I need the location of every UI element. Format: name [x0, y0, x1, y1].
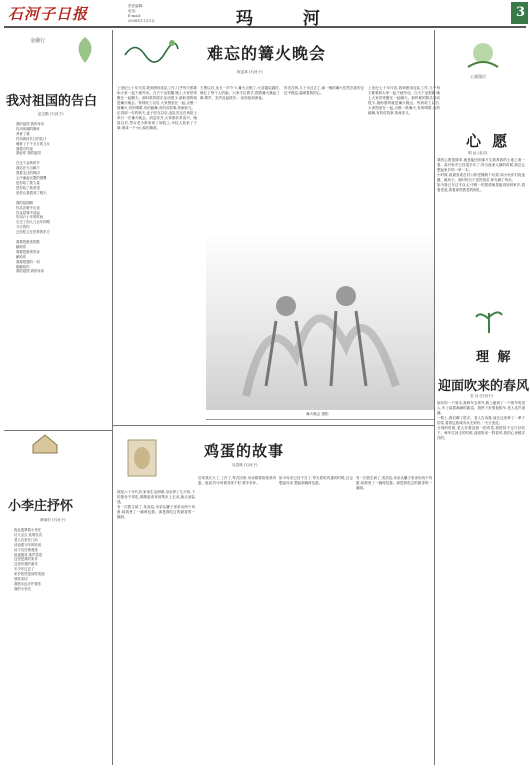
paragraph: 有一次我生病了,发高烧,母亲从罐子里拿出两个鸡蛋,给我煮了一碗荷包蛋。那是我吃过的最香的一碗面。: [117, 505, 195, 519]
verse-line: 追逐嬉戏 欢声笑语: [14, 552, 43, 557]
verse-line: 夜色笼罩着小李庄: [14, 528, 42, 532]
verse-line: 你用宽阔的胸怀: [16, 126, 40, 131]
info-line: 责任编辑:: [128, 4, 144, 8]
column-divider: [112, 30, 113, 765]
paragraph: 分别的时候,老人非要送我一把青菜,我推辞不过只好收下。骑车往回走的时候,迎面吹来一阵春风,我的心里暖洋洋的。: [437, 426, 525, 440]
right-tag-deco: [458, 37, 508, 77]
understand-title: 理 解: [476, 350, 513, 365]
page-number: 3: [516, 5, 526, 20]
verse-line: 多少年过去了: [14, 567, 35, 572]
photo-caption: 篝火晚会 摄影: [306, 412, 329, 416]
leaf-icon: [70, 35, 100, 65]
verse-line: 养育了我: [16, 131, 30, 136]
info-line: E-mail:: [128, 14, 141, 19]
verse-line: 我的祖国 我的母亲: [16, 122, 45, 126]
verse-line: 我的祖国 我的母亲: [16, 269, 45, 274]
paragraph: 天黑以后,连长一声令下,篝火点燃了,火苗越烧越旺,映红了每个人的脸。大家手拉着手,围着篝火跳起了舞,歌声、笑声此起彼伏,一直持续到深夜。: [200, 86, 280, 100]
spring-wind-title: 迎面吹来的春风: [438, 379, 530, 394]
hotpot-col-2: [200, 86, 280, 236]
section-tag: 金融行: [30, 38, 46, 44]
masthead-info: [128, 4, 188, 24]
verse-line: 我要把最美的歌: [16, 240, 40, 245]
verse-line: 家乡依然是那样美丽: [14, 572, 45, 577]
verse-line: 这里有我的童年: [14, 562, 38, 567]
vase-icon: [124, 436, 160, 480]
verse-line: 那样亲切: [14, 577, 28, 582]
paragraph: 我的心愿很简单,就是能回到那片生我养我的土地上看一看。离开家乡已经很多年了,每当夜深人静的时候,我总会想起家乡的一草一木。: [437, 158, 525, 172]
egg-title: 鸡蛋的故事: [204, 442, 285, 460]
verse-line: 哺育了千千万万的儿女: [16, 141, 50, 146]
paragraph: 上世纪七十年代初,我到团场连队工作,几乎每天都要和大家一起下地劳动。白天干活很累,晚上大家常常聚在一起聊天。那时候的娱乐活动很少,最盼望的就是篝火晚会。每到收工以后,大家围坐在一起,点燃一堆篝火,有的唱歌,有的跳舞,有的讲故事,热闹非凡。: [117, 86, 197, 110]
verse-line: 这里是我的家乡: [14, 557, 38, 562]
egg-deco: [124, 436, 160, 480]
lotus-icon: [458, 37, 508, 77]
section-title: 玛 河: [236, 9, 342, 29]
village-body: [14, 528, 108, 764]
hotpot-author: 阿孟林 (石河子): [237, 70, 263, 74]
poem-author: 赵宝勤 (石河子): [38, 112, 64, 116]
verse-line: 献给你: [16, 244, 27, 249]
verse-line: 是你让我看到了明天: [16, 190, 47, 195]
paragraph: 后来我长大了,工作了,每次回家,母亲都要给我煮鸡蛋。她说,你小时候身体不好,要多补补。: [198, 476, 276, 485]
hotpot-photo: [206, 236, 434, 410]
info-line: 电话:: [128, 9, 137, 14]
verse-line: 已经屹立在世界的东方: [16, 230, 50, 235]
village-author: 黄晓东 (石河子): [40, 518, 66, 522]
verse-line: 灯火点点 炊烟袅袅: [14, 532, 43, 537]
egg-col-2: [198, 476, 276, 766]
paragraph: 那是六十年代初,家里生活困难,母亲养了几只鸡,下的蛋舍不得吃,都攒起来拿到集市上去卖,换点油盐钱。: [117, 490, 195, 504]
verse-line: 你从屈辱中站起: [16, 210, 40, 215]
column-divider: [434, 30, 435, 765]
masthead-rule: [4, 26, 526, 28]
paragraph: 时光荏苒,几十年过去了,那一晚的篝火依然在我的记忆中燃烧,温暖着我的心。: [284, 86, 364, 95]
paragraph: 一路上,我们聊了很多。老人告诉我,他在这里种了一辈子的菜,看着这座城市从无到有,一天天变化。: [437, 416, 525, 425]
verse-line: 走完了别人几百年的路: [16, 220, 50, 225]
paragraph: 记得那一年的秋天,麦子收完以后,连队决定在场院上举行一次篝火晚会。消息传开,大家都非常高兴。晚饭以后,男女老少都来到了场院上,年轻人抬来了干柴,堆成一个小山似的柴堆。: [117, 111, 197, 130]
poem-body: [16, 122, 108, 422]
verse-line: 心中涌起无限的感慨: [16, 176, 47, 181]
understand-deco: [470, 305, 508, 335]
verse-line: 你用黄河长江的乳汁: [16, 136, 47, 141]
verse-line: 献给你: [16, 254, 27, 259]
paragraph: 上世纪七十年代初,我到团场连队工作,几乎每天都要和大家一起下地劳动。白天干活很累,晚上大家常常聚在一起聊天。那时候的娱乐活动很少,最盼望的就是篝火晚会。每到收工以后,大家围坐在一起,点燃一堆篝火,有的唱歌,有的跳舞,有的讲故事,热闹非凡。: [368, 86, 440, 115]
verse-line: 是你给了我力量: [16, 180, 40, 185]
right-section-tag: 心湖漫话: [470, 74, 486, 79]
verse-line: 你从苦难中走来: [16, 205, 40, 210]
spring-wind-body: [437, 401, 525, 766]
stanza: [16, 201, 108, 235]
paragraph: 如今母亲已经不在了,每当我吃鸡蛋的时候,总会想起母亲,想起那碗荷包蛋。: [279, 476, 353, 485]
decor-leaf: [70, 35, 100, 65]
verse-line: 今天的你: [16, 225, 30, 230]
verse-line: 都献给你: [16, 264, 30, 269]
house-icon: [30, 433, 60, 455]
verse-line: 我要把最美的诗: [16, 249, 40, 254]
heart-body: [437, 158, 525, 308]
verse-line: 我的小李庄: [14, 586, 31, 591]
stanza: [16, 122, 108, 156]
hotpot-col-4: [368, 86, 440, 236]
verse-line: 我要对你说: [16, 146, 33, 151]
verse-line: 我爱你 我的祖国: [16, 151, 41, 156]
hotpot-title: 难忘的篝火晚会: [207, 44, 327, 63]
verse-line: 我的祖国啊: [16, 200, 33, 205]
hotpot-col-3: [284, 86, 364, 236]
heart-title: 心 愿: [466, 132, 511, 150]
verse-line: 我要把我的一切: [16, 259, 40, 264]
verse-line: 望着无边的棉田: [16, 171, 40, 176]
spring-wind-author: 若 谷 (石河子): [470, 394, 494, 398]
hotpot-col-1: [117, 86, 197, 436]
verse-line: 在这个金秋时节: [16, 161, 40, 166]
egg-col-1: [117, 490, 195, 765]
section-divider-left: [4, 430, 112, 431]
verse-line: 谈论着今年的收成: [14, 542, 42, 547]
info-line: 2008年11月5日: [128, 19, 155, 24]
poem-title: 我对祖国的告白: [6, 94, 98, 109]
dancers-photo-icon: [206, 236, 434, 410]
verse-line: 老人们坐在门前: [14, 537, 38, 542]
verse-line: 我站在天山脚下: [16, 166, 40, 171]
paragraph: 有一次我生病了,发高烧,母亲从罐子里拿出两个鸡蛋,给我煮了一碗荷包蛋。那是我吃过的最香的一碗面。: [356, 476, 432, 490]
verse-line: 是你给了我希望: [16, 185, 40, 190]
masthead: [0, 0, 530, 28]
paragraph: 如今我已年过半百,心中唯一的愿望就是能再回到家乡,看看老屋,看看那些熟悉的面孔。: [437, 183, 525, 192]
paragraph: 小时候,我最喜欢在村口的老槐树下玩耍,和小伙伴们捉迷藏、跳房子。那时的日子虽然清贫,却充满了快乐。: [437, 173, 525, 182]
photo-caption-rule: [206, 419, 434, 420]
verse-line: 孩子们在街巷里: [14, 547, 38, 552]
hotpot-header-deco: [120, 35, 180, 69]
section-divider: [112, 425, 434, 426]
newspaper-logo: 石河子日报: [8, 5, 89, 23]
verse-line: 我愿永远守护着你: [14, 581, 42, 586]
paragraph: 那年的一个周末,我骑车去郊外,路上碰到了一个推车的老人,车上装着满满的蔬菜。我停下来帮他推车,老人连声道谢。: [437, 401, 525, 415]
heart-author: 明 远 (北京): [468, 151, 488, 155]
verse-line: 你用六十年的时间: [16, 215, 44, 220]
egg-col-3: [279, 476, 353, 766]
village-title: 小李庄抒怀: [8, 499, 74, 514]
village-deco: [30, 433, 60, 455]
plant-icon: [470, 305, 508, 335]
egg-col-4: [356, 476, 432, 766]
egg-author: 吴春林 (石河子): [232, 463, 258, 467]
stanza: [16, 161, 108, 195]
calligraphy-deco-icon: [120, 35, 180, 69]
stanza: [16, 240, 108, 274]
